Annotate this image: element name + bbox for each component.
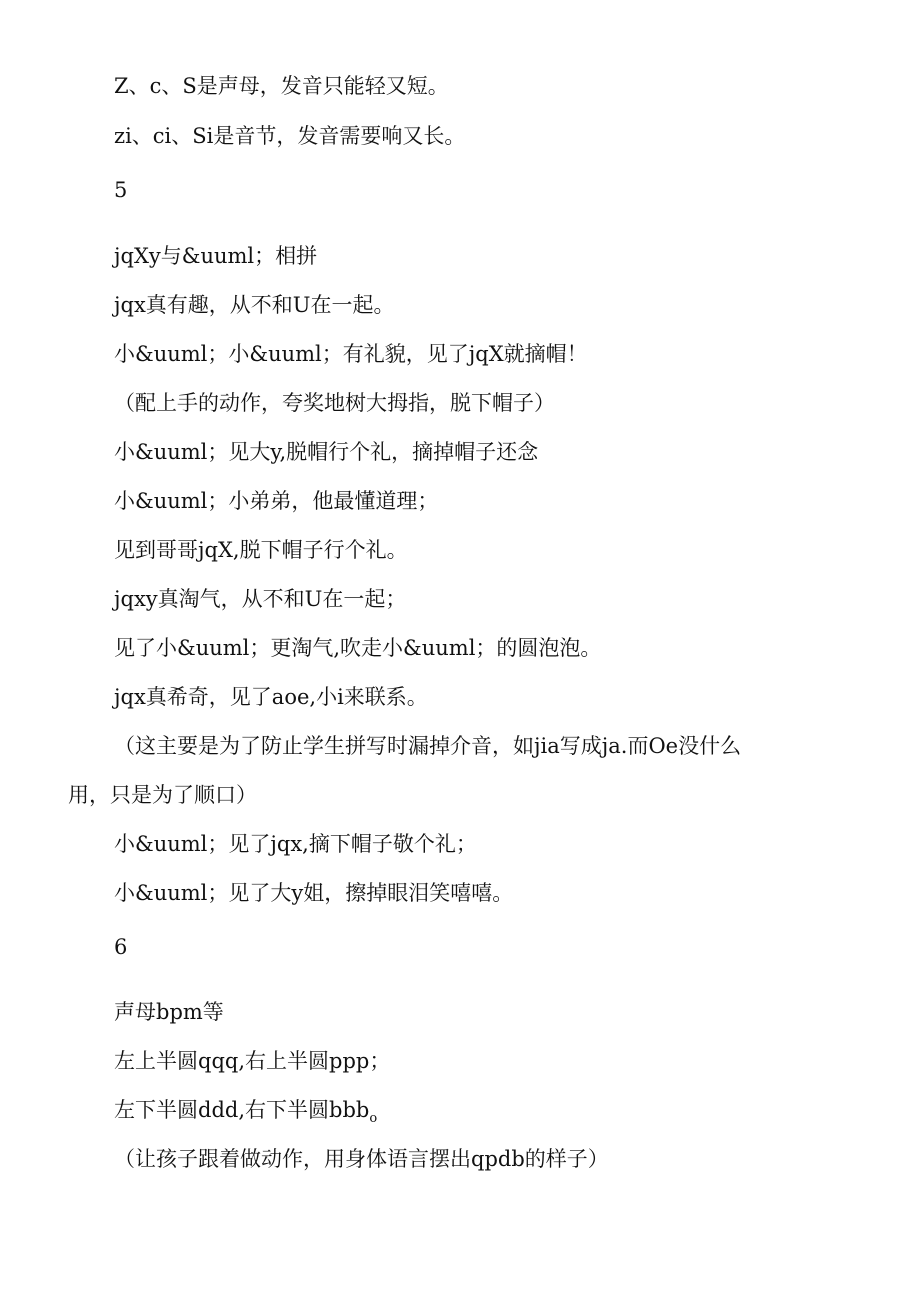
subscript-o: o <box>369 1111 378 1126</box>
text-line: 左下半圆ddd,右下半圆bbb <box>114 1098 370 1122</box>
text-line: 见了小&uuml；更淘气,吹走小&uuml；的圆泡泡。 <box>114 636 602 660</box>
text-line: 小&uuml；见大y,脱帽行个礼，摘掉帽子还念 <box>114 440 539 464</box>
text-line: 小&uuml；见了大y姐，擦掉眼泪笑嘻嘻。 <box>114 881 514 905</box>
text-line: jqx真有趣，从不和U在一起。 <box>114 293 395 317</box>
text-line: （让孩子跟着做动作，用身体语言摆出qpdb的样子） <box>114 1147 609 1171</box>
text-line: 左上半圆qqq,右上半圆ppp； <box>114 1049 391 1073</box>
text-line: 小&uuml；小&uuml；有礼貌，见了jqX就摘帽！ <box>114 342 588 366</box>
text-line: jqxy真淘气，从不和U在一起； <box>114 587 407 611</box>
text-line: 小&uuml；见了jqx,摘下帽子敬个礼； <box>114 832 477 856</box>
section-heading: jqXy与&uuml；相拼 <box>114 244 318 268</box>
text-line: zi、ci、Si是音节，发音需要响又长。 <box>114 124 466 148</box>
section-heading: 声母bpm等 <box>114 1000 224 1024</box>
text-line: （这主要是为了防止学生拼写时漏掉介音，如jia写成ja.而Oe没什么 <box>114 734 742 758</box>
text-line: 见到哥哥jqX,脱下帽子行个礼。 <box>114 538 408 562</box>
text-line-continued: 用，只是为了顺口） <box>68 783 257 807</box>
text-line: jqx真希奇，见了aoe,小i来联系。 <box>114 685 428 709</box>
text-line: Z、c、S是声母，发音只能轻又短。 <box>114 74 449 98</box>
section-number: 5 <box>114 178 128 202</box>
text-line: 小&uuml；小弟弟，他最懂道理； <box>114 489 439 513</box>
text-line: （配上手的动作，夸奖地树大拇指，脱下帽子） <box>114 391 555 415</box>
section-number: 6 <box>114 935 128 959</box>
text-line-with-subscript <box>114 1096 377 1128</box>
